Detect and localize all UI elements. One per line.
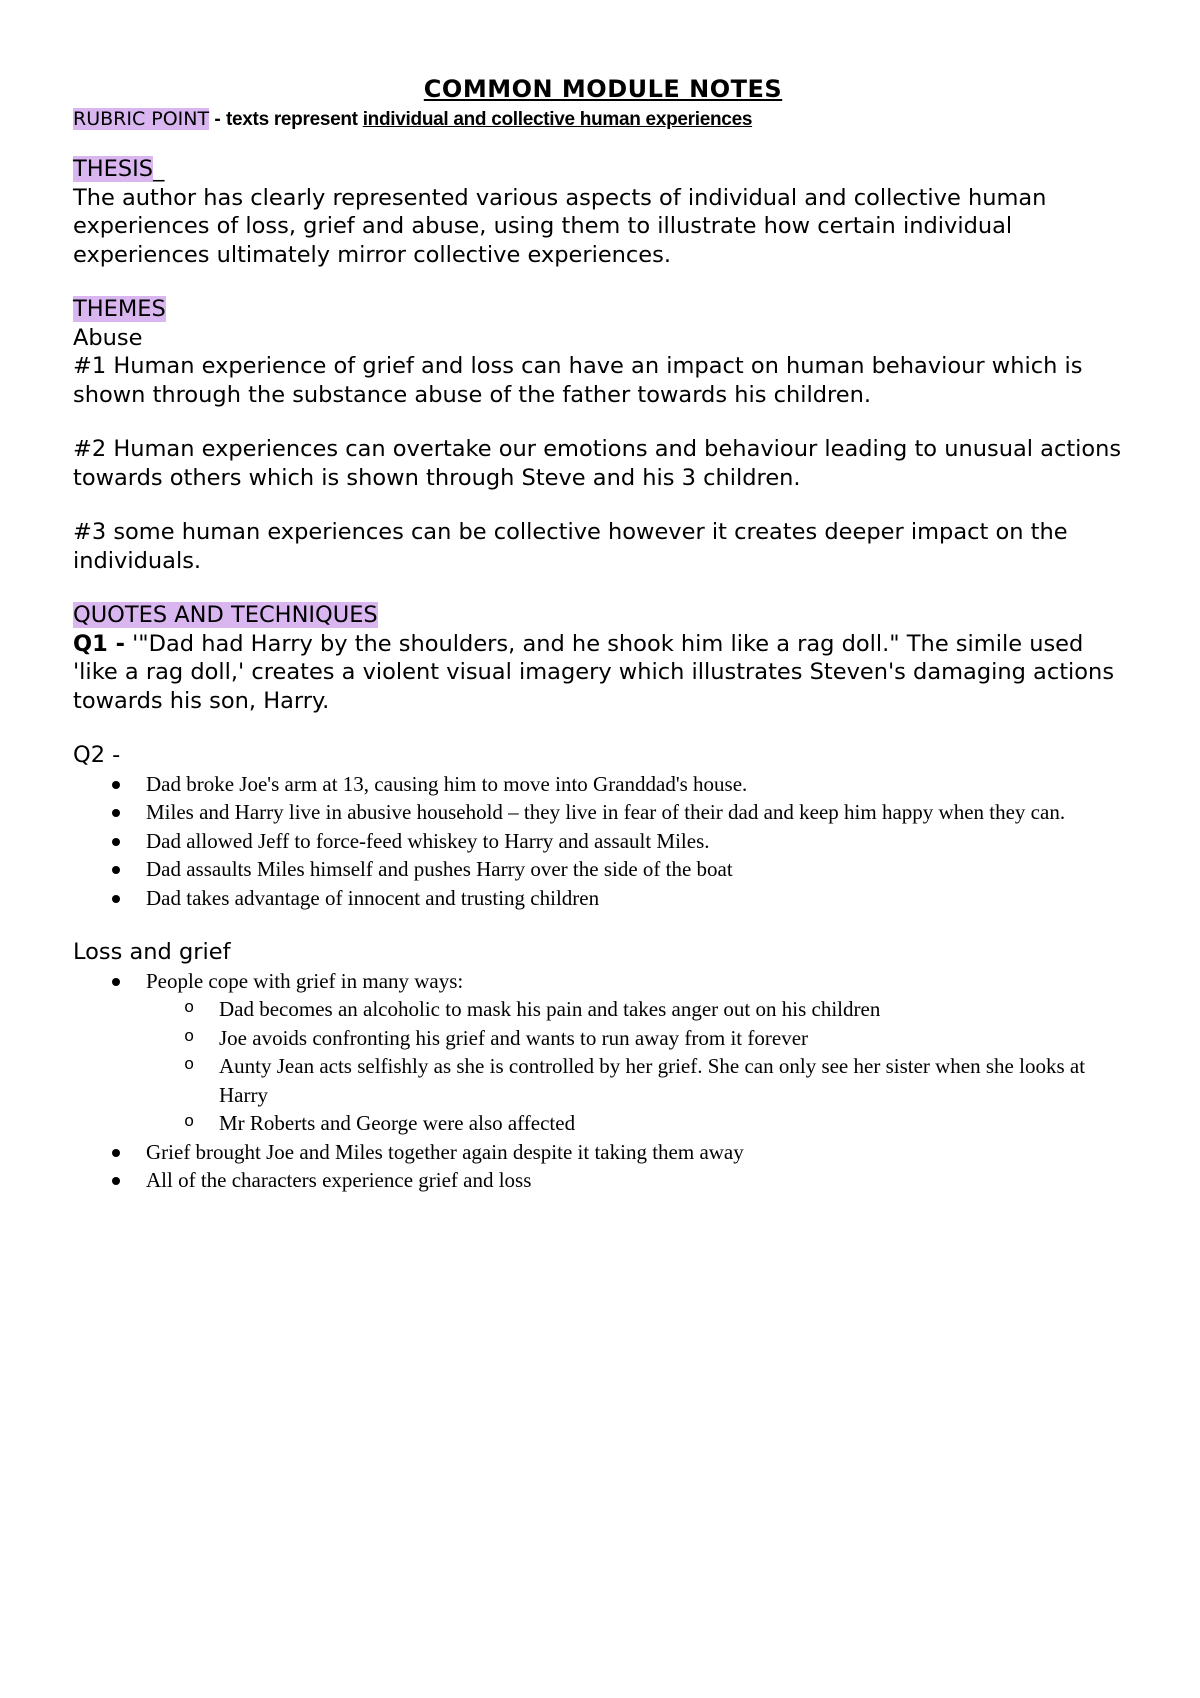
spacer [73, 912, 1133, 938]
q2-bullet-list [73, 770, 1133, 913]
list-item: Dad takes advantage of innocent and trusting children [73, 884, 1133, 913]
list-item: Miles and Harry live in abusive household – they live in fear of their dad and keep him happy when they can. [73, 798, 1133, 827]
rubric-label: RUBRIC POINT [73, 108, 210, 130]
themes-heading-label: THEMES [73, 296, 166, 322]
loss-heading: Loss and grief [73, 939, 231, 965]
list-item: Dad assaults Miles himself and pushes Harry over the side of the boat [73, 855, 1133, 884]
quotes-heading [73, 601, 1133, 630]
spacer [73, 492, 1133, 518]
themes-subheading: Abuse [73, 324, 143, 351]
thesis-text: The author has clearly represented various aspects of individual and collective human experiences of loss, grief and abuse, using them to illustrate how certain individual experiences ultimately mirror collective experiences. [73, 184, 1047, 268]
spacer [73, 133, 1133, 155]
theme-point-2: #2 Human experiences can overtake our emotions and behaviour leading to unusual actions towards others which is shown through Steve and his 3 children. [73, 436, 1122, 491]
sub-list-item: o Joe avoids confronting his grief and wants to run away from it forever [146, 1024, 1133, 1053]
sub-list-item: o Aunty Jean acts selfishly as she is controlled by her grief. She can only see her sister when she looks at Harry [146, 1052, 1133, 1109]
themes-heading [73, 295, 1133, 324]
quotes-heading-label: QUOTES AND TECHNIQUES [73, 602, 378, 628]
rubric-focus: individual and collective human experiences [362, 109, 753, 130]
quote-q1 [73, 630, 1133, 716]
sub-list-item: o Mr Roberts and George were also affected [146, 1109, 1133, 1138]
q2-label: Q2 - [73, 742, 121, 768]
thesis-heading-label: THESIS [73, 156, 154, 182]
sub-list-item: o Dad becomes an alcoholic to mask his pain and takes anger out on his children [146, 995, 1133, 1024]
list-item: Grief brought Joe and Miles together again despite it taking them away [73, 1138, 1133, 1167]
q1-label: Q1 - [73, 630, 125, 657]
thesis-heading [73, 155, 1133, 184]
list-item: All of the characters experience grief and loss [73, 1166, 1133, 1195]
list-item: Dad broke Joe's arm at 13, causing him to move into Granddad's house. [73, 770, 1133, 799]
loss-bullet-list [73, 967, 1133, 1195]
q1-text: '"Dad had Harry by the shoulders, and he shook him like a rag doll." The simile used 'like a rag doll,' creates a violent visual imagery which illustrates Steven's damaging actions towards his son, Harry. [73, 630, 1115, 714]
loss-sub-list [146, 995, 1133, 1138]
spacer [73, 409, 1133, 435]
list-item [73, 967, 1133, 1138]
spacer [73, 715, 1133, 741]
spacer [73, 269, 1133, 295]
rubric-separator: - [209, 109, 226, 130]
theme-point-1: #1 Human experience of grief and loss can have an impact on human behaviour which is shown through the substance abuse of the father towards his children. [73, 353, 1083, 408]
page-title: COMMON MODULE NOTES [423, 75, 783, 103]
rubric-line [73, 106, 1133, 133]
thesis-heading-suffix: _ [153, 156, 165, 182]
document-body [73, 72, 1133, 1195]
rubric-prefix: texts represent [225, 109, 363, 130]
spacer [73, 575, 1133, 601]
list-item: Dad allowed Jeff to force-feed whiskey to Harry and assault Miles. [73, 827, 1133, 856]
theme-point-3: #3 some human experiences can be collective however it creates deeper impact on the individuals. [73, 519, 1068, 574]
list-item-text: People cope with grief in many ways: [146, 968, 464, 993]
